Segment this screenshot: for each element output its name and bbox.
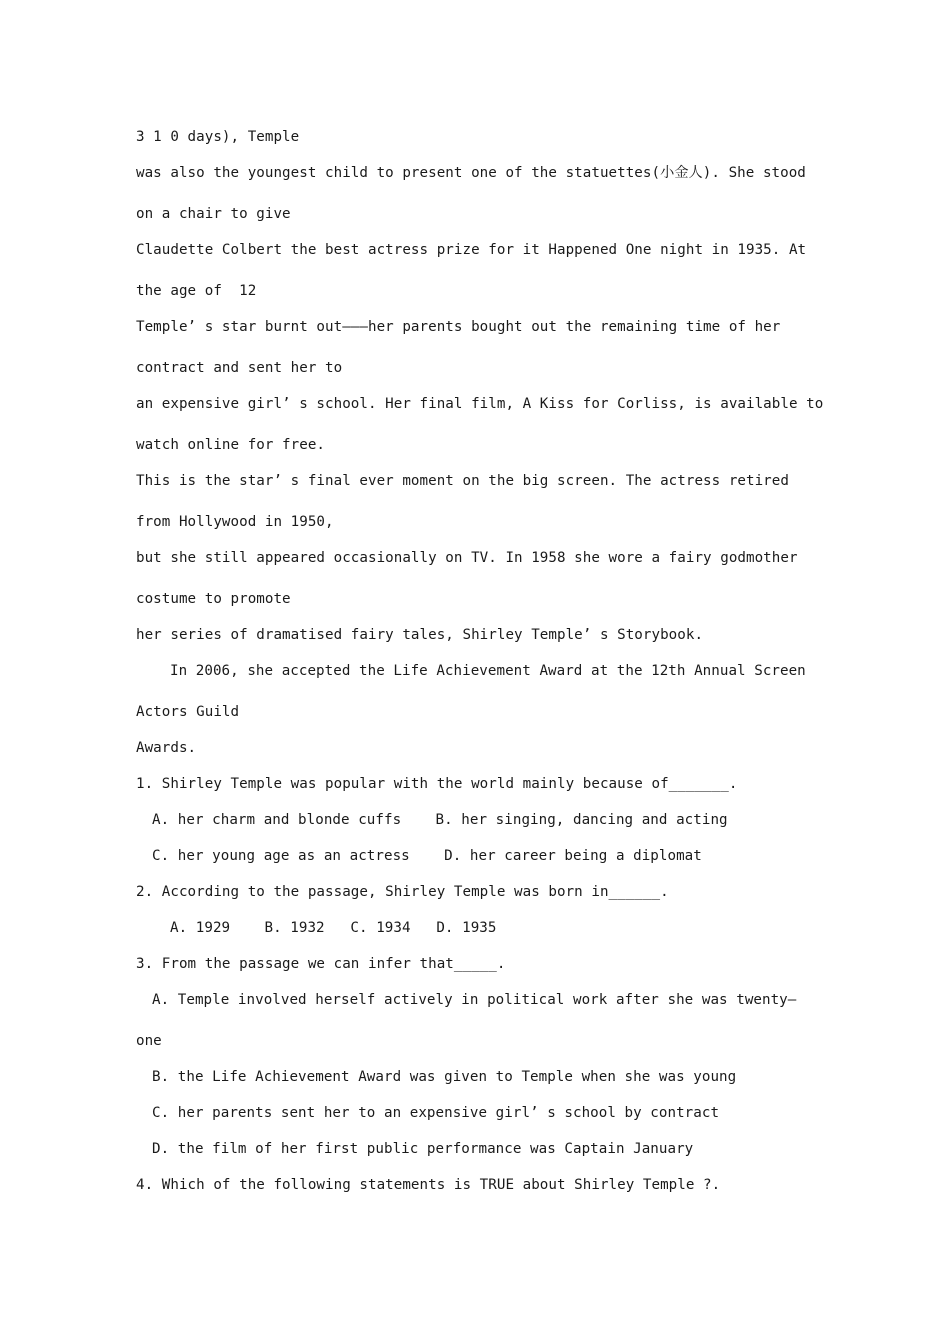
passage-line: the age of 12 (136, 283, 257, 299)
passage-paragraph-start: In 2006, she accepted the Life Achievement Award at the 12th Annual Screen (170, 663, 806, 679)
passage-line: 3 1 0 days), Temple (136, 129, 300, 145)
passage-line: on a chair to give (136, 206, 291, 222)
passage-line: costume to promote (136, 591, 291, 607)
question-1-options-row: A. her charm and blonde cuffs B. her singing, dancing and acting (152, 812, 728, 828)
question-1-options-row: C. her young age as an actress D. her career being a diplomat (152, 848, 702, 864)
question-3-option-a-continued: one (136, 1033, 162, 1049)
passage-line: Actors Guild (136, 704, 240, 720)
question-3-option-a: A. Temple involved herself actively in political work after she was twenty— (152, 992, 797, 1008)
question-3-option-c: C. her parents sent her to an expensive girl’ s school by contract (152, 1105, 720, 1121)
passage-line: watch online for free. (136, 437, 326, 453)
question-1-stem: 1. Shirley Temple was popular with the world mainly because of_______. (136, 776, 738, 792)
passage-line: was also the youngest child to present one of the statuettes(小金人). She stood (136, 165, 806, 181)
question-4-stem: 4. Which of the following statements is TRUE about Shirley Temple ?. (136, 1177, 721, 1193)
passage-line: from Hollywood in 1950, (136, 514, 334, 530)
passage-line: Claudette Colbert the best actress prize for it Happened One night in 1935. At (136, 242, 807, 258)
question-2-stem: 2. According to the passage, Shirley Temple was born in______. (136, 884, 669, 900)
passage-line: her series of dramatised fairy tales, Shirley Temple’ s Storybook. (136, 627, 704, 643)
passage-line: This is the star’ s final ever moment on the big screen. The actress retired (136, 473, 789, 489)
question-3-option-d: D. the film of her first public performance was Captain January (152, 1141, 694, 1157)
passage-line: but she still appeared occasionally on TV. In 1958 she wore a fairy godmother (136, 550, 798, 566)
question-3-stem: 3. From the passage we can infer that_____. (136, 956, 506, 972)
passage-line: Temple’ s star burnt out———her parents bought out the remaining time of her (136, 319, 781, 335)
passage-line: an expensive girl’ s school. Her final film, A Kiss for Corliss, is available to (136, 396, 824, 412)
question-2-options-row: A. 1929 B. 1932 C. 1934 D. 1935 (170, 920, 497, 936)
passage-line: Awards. (136, 740, 197, 756)
question-3-option-b: B. the Life Achievement Award was given to Temple when she was young (152, 1069, 737, 1085)
passage-line: contract and sent her to (136, 360, 343, 376)
